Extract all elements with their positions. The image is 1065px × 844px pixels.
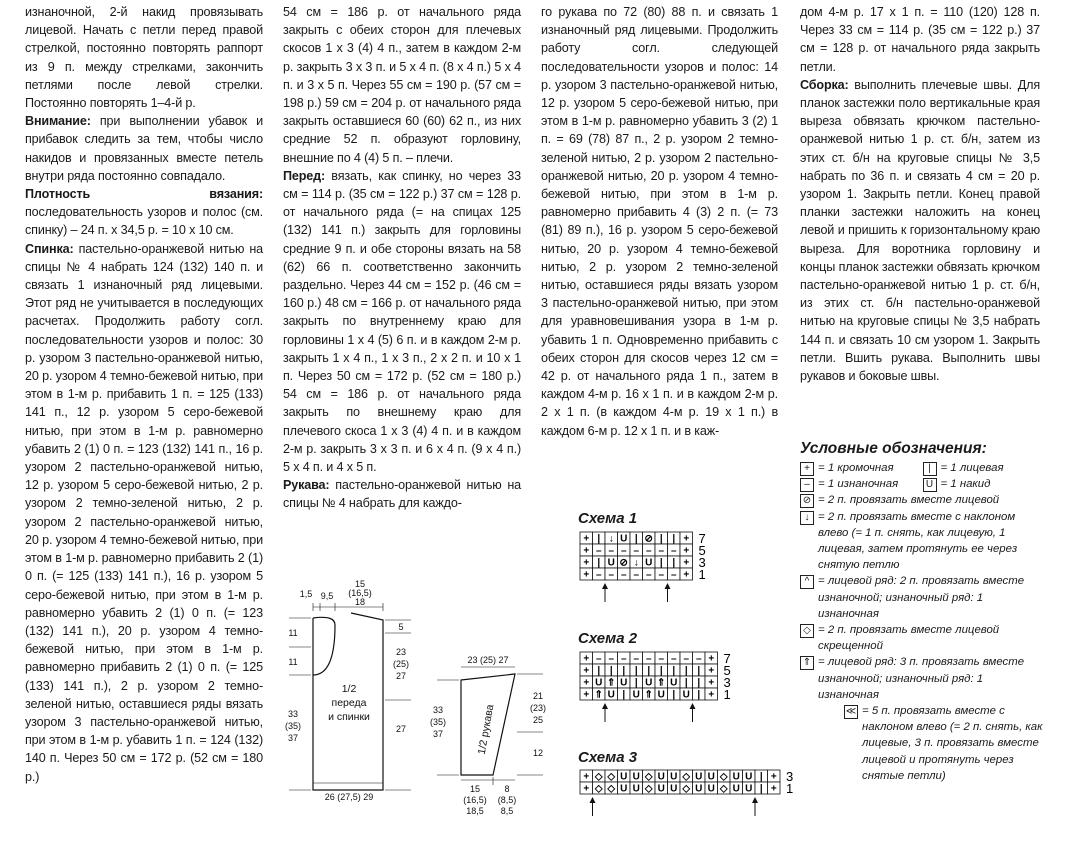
schema-symbol-icon: U: [657, 689, 665, 701]
legend-item: [800, 476, 1045, 492]
schema-symbol-icon: |: [697, 665, 701, 677]
schema-symbol-icon: +: [583, 771, 590, 783]
schema-symbol-icon: –: [620, 653, 627, 665]
schema-symbol-icon: |: [597, 665, 601, 677]
schema-symbol-icon: |: [672, 557, 676, 569]
schema-symbol-icon: +: [683, 557, 690, 569]
schema-symbol-icon: |: [647, 665, 651, 677]
schema-symbol-icon: |: [759, 783, 763, 795]
schema-symbol-icon: |: [672, 665, 676, 677]
paragraph-text: дом 4-м р. 17 х 1 п. = 110 (120) 128 п. Через 33 см = 114 р. (35 см = 122 р.) 37 см = 128 р. от начального ряда закрыть петли.: [800, 5, 1040, 74]
schema-symbol-icon: ⊘: [619, 557, 628, 569]
schema-symbol-icon: –: [658, 653, 665, 665]
repeat-arrowhead-icon: [602, 703, 608, 709]
text-column-4: [800, 3, 1040, 385]
schema-symbol-icon: U: [745, 783, 753, 795]
schema-symbol-icon: |: [672, 533, 676, 545]
dim-5: 5: [398, 622, 404, 632]
schema-symbol-icon: –: [608, 545, 615, 557]
schema-symbol-icon: |: [697, 689, 701, 701]
schema-symbol-icon: |: [597, 557, 601, 569]
dim-18: 18: [354, 597, 366, 607]
neckline: [313, 617, 335, 675]
schema-symbol-icon: ◇: [607, 783, 616, 795]
schema-symbol-icon: U: [632, 771, 640, 783]
schema-symbol-icon: –: [645, 653, 652, 665]
schema-symbol-icon: –: [683, 653, 690, 665]
schema-symbol-icon: –: [670, 653, 677, 665]
schema-symbol-icon: U: [670, 783, 678, 795]
paragraph-text: последовательность узоров и полос (см. спинку) – 24 п. х 34,5 р. = 10 х 10 см.: [25, 205, 263, 238]
paragraph-heading: Перед:: [283, 168, 326, 183]
schema-symbol-icon: +: [583, 653, 590, 665]
pattern-front-back: [283, 575, 423, 805]
sleeve-12: 12: [532, 748, 544, 758]
schema-symbol-icon: –: [620, 545, 627, 557]
paragraph-heading: Внимание:: [25, 114, 91, 129]
repeat-arrowhead-icon: [665, 583, 671, 589]
dim-23: 23: [395, 647, 407, 657]
dim-16-5: (16,5): [348, 588, 372, 598]
schema-symbol-icon: |: [659, 533, 663, 545]
legend-items: [800, 460, 1045, 784]
schema-symbol-icon: –: [633, 653, 640, 665]
sleeve-b185: 18,5: [466, 806, 484, 816]
schema-symbol-icon: +: [770, 783, 777, 795]
label-front: переда: [331, 697, 367, 709]
schema-symbol-icon: U: [632, 783, 640, 795]
label-half: 1/2: [341, 683, 357, 695]
text-column-3: [541, 3, 778, 440]
schema-symbol-icon: ◇: [594, 771, 603, 783]
legend-symbol-icon: ^: [800, 575, 814, 589]
schema-symbol-icon: |: [634, 677, 638, 689]
dim-11b: 11: [288, 657, 298, 667]
schema-row-number: 7: [698, 531, 706, 546]
dim-25: (25): [392, 659, 410, 669]
schema-symbol-icon: U: [620, 677, 628, 689]
schema-symbol-icon: |: [672, 689, 676, 701]
schema-symbol-icon: –: [633, 545, 640, 557]
sleeve-b15: 15: [469, 784, 481, 794]
label-back: и спинки: [328, 711, 370, 723]
legend-symbol-icon: |: [923, 462, 937, 476]
legend-text: = 1 лицевая: [940, 462, 1004, 474]
dim-9-5: 9,5: [320, 591, 334, 601]
schema-symbol-icon: ◇: [719, 771, 728, 783]
text-column-2: [283, 3, 521, 513]
schema-row-number: 5: [723, 663, 731, 678]
paragraph-text: го рукава по 72 (80) 88 п. и связать 1 изнаночный ряд лицевыми. Продолжить работу согл. следующей последовательности узоров и полос: 14 р. узором 3 пастельно-оранжевой нитью, 12 р. узором 5 серо-бежевой нитью, при этом в 1-м р. равномерно убавить 3 (2) 1 п. = 69 (78) 87 п., 2 р. узором 2 темно-зеленой нитью, 2 р. узором 2 пастельно-оранжевой нитью, 20 р. узором 4 темно-бежевой нитью, при этом в 1-м р. равномерно прибавить 4 (3) 2 п. (= 73 (81) 89 п.), 16 р. узором 5 серо-бежевой нитью, 20 р. узором 4 темно-бежевой нитью, 2 р. узором 2 темно-зеленой нитью, оставшиеся ряды вязать узором 3 пастельно-оранжевой нитью, при этом для уравновешивания узора в 1-м р. убавить 1 п. Одновременно прибавить с обеих сторон для скосов через 12 см = 42 р. от начального ряда 1 п., затем в каждом 4-м р. 16 х 1 п. и в каждом 2-м р. 2 х 1 п. (в каждом 4-м р. 19 х 1 п.) в каждом 6-м р. 12 х 1 п. и в каж-: [541, 5, 778, 438]
schema-symbol-icon: |: [684, 677, 688, 689]
schema-symbol-icon: –: [658, 545, 665, 557]
sleeve-23: (23): [529, 703, 547, 713]
sleeve-b85: (8,5): [497, 795, 517, 805]
sleeve-b85b: 8,5: [500, 806, 514, 816]
schema-symbol-icon: ⇑: [644, 689, 653, 701]
schema-symbol-icon: +: [583, 665, 590, 677]
schema-symbol-icon: |: [634, 533, 638, 545]
schema-symbol-icon: ◇: [607, 771, 616, 783]
dim-37: 37: [287, 733, 299, 743]
legend-symbol-icon: –: [800, 478, 814, 492]
schema-2-title: Схема 2: [578, 630, 638, 647]
schema-symbol-icon: U: [732, 783, 740, 795]
schema-symbol-icon: –: [595, 545, 602, 557]
schema-row-number: 1: [723, 687, 731, 702]
dim-bottom: 26 (27,5) 29: [324, 792, 374, 802]
repeat-arrowhead-icon: [602, 583, 608, 589]
schema-symbol-icon: +: [708, 665, 715, 677]
paragraph-heading: Сборка:: [800, 77, 849, 92]
paragraph: [25, 112, 263, 185]
legend-item: [800, 573, 1045, 622]
paragraph: [25, 185, 263, 240]
legend-item: [800, 492, 1045, 508]
legend-text: = лицевой ряд: 3 п. провязать вместе изнаночной; изнаночный ряд: 1 изнаночная: [818, 656, 1025, 701]
legend-text: = 2 п. провязать вместе лицевой: [818, 494, 1000, 507]
schema-symbol-icon: |: [622, 689, 626, 701]
schema-symbol-icon: ↓: [633, 557, 639, 569]
legend-symbol-icon: ≪: [845, 706, 857, 718]
schema-symbol-icon: U: [745, 771, 753, 783]
schema-symbol-icon: –: [645, 569, 652, 581]
paragraph: [283, 476, 521, 512]
schema-symbol-icon: U: [607, 557, 615, 569]
schema-1-grid: [578, 530, 738, 620]
dim-1-5: 1,5: [299, 589, 313, 599]
schema-row-number: 5: [698, 543, 706, 558]
paragraph: [800, 76, 1040, 385]
schema-symbol-icon: U: [632, 689, 640, 701]
schema-symbol-icon: U: [670, 771, 678, 783]
paragraph: [25, 3, 263, 112]
schema-symbol-icon: |: [609, 665, 613, 677]
schema-symbol-icon: +: [583, 689, 590, 701]
schema-symbol-icon: |: [697, 677, 701, 689]
paragraph-text: вязать, как спинку, но через 33 см = 114 р. (35 см = 122 р.) 37 см = 128 р. от начального ряда (= на спицах 125 (132) 141 п.) закрыть для горловины средние 9 п. и обе стороны вязать на 58 (62) 66 п. соответственно закончить раздельно. Через 44 см = 152 р. (46 см = 160 р.) 48 см = 166 р. от начального ряда закрыть по внутреннему краю для горловины 1 х 4 (5) 6 п. и в каждом 2-м р. закрыть 1 х 4 п., 1 х 3 п., 2 х 2 п. и 10 х 1 п. Через 50 см = 172 р. (52 см = 180 р.) 54 см = 186 р. от начального ряда закрыть по внешнему краю для плечевого скоса 1 х 3 (4) 4 п. и в каждом 2-м р. закрыть 3 х 3 п. и 6 х 4 п. (9 х 4 п.) 5 х 4 п. и 4 х 5 п.: [283, 168, 521, 475]
schema-symbol-icon: –: [595, 569, 602, 581]
legend-text: = 1 изнаночная: [818, 478, 899, 491]
legend-item: [800, 622, 1045, 654]
schema-symbol-icon: +: [683, 545, 690, 557]
dim-11a: 11: [288, 628, 298, 638]
legend-symbol-icon: +: [800, 462, 814, 476]
paragraph-heading: Спинка:: [25, 241, 74, 256]
schema-symbol-icon: –: [670, 569, 677, 581]
schema-symbol-icon: U: [695, 771, 703, 783]
schema-row-number: 3: [723, 675, 731, 690]
repeat-arrowhead-icon: [690, 703, 696, 709]
schema-symbol-icon: ⇑: [657, 677, 666, 689]
schema-symbol-icon: +: [583, 569, 590, 581]
schema-symbol-icon: +: [708, 677, 715, 689]
sleeve-top: 23 (25) 27: [467, 655, 509, 665]
text-column-1: [25, 3, 263, 786]
schema-row-number: 1: [786, 781, 794, 796]
legend: [800, 430, 1045, 784]
paragraph-text: пастельно-оранжевой нитью на спицы № 4 набрать 124 (132) 140 п. и связать 1 изнаночный ряд лицевыми. Этот ряд не учитывается в последующих расчетах. Продолжить работу согл. последовательности узоров и полос: 30 р. узором 3 пастельно-оранжевой нитью, 20 р. узором 4 темно-бежевой нитью, при этом в 1-м р. прибавить 1 п. = 125 (133) 141 п., 12 р. узором 5 серо-бежевой нитью, при этом в 1-м р. равномерно убавить 2 (1) 0 п. = 123 (132) 141 п., 16 р. узором 2 пастельно-оранжевой нитью, 12 р. узором 5 серо-бежевой нитью, 2 р. узором 2 темно-зеленой нитью, 2 р. узором 2 пастельно-оранжевой нитью, 20 р. узором 4 темно-бежевой нитью, при этом в 1-м р. равномерно прибавить 2 (1) 0 п. (= 125 (133) 141 п.), 16 р. узором 5 серо-бежевой нитью, при этом в 1-м р. равномерно убавить 2 (1) 0 п. (= 123 (132) 141 п.), 20 р. узором 4 темно-бежевой нитью, при этом в 1-м р. равномерно прибавить 2 (1) 0 п. (= 125 (133) 141 п.), 2 р. узором 2 темно-зеленой нитью, оставшиеся ряды вязать узором 3 пастельно-оранжевой нитью, при этом в 1-м р. убавить 1 п. = 124 (132) 140 п. Через 50 см = 172 р. (52 см = 180 р.): [25, 241, 263, 784]
schema-symbol-icon: +: [583, 783, 590, 795]
legend-item: [800, 460, 1045, 476]
schema-symbol-icon: –: [633, 569, 640, 581]
legend-text: = 1 кромочная: [818, 462, 894, 474]
legend-item: [844, 703, 1045, 784]
schema-symbol-icon: +: [683, 569, 690, 581]
legend-symbol-icon: ◇: [800, 624, 814, 638]
sleeve-21: 21: [532, 691, 544, 701]
schema-row-number: 3: [698, 555, 706, 570]
legend-title: Условные обозначения:: [800, 440, 987, 457]
schema-symbol-icon: U: [620, 771, 628, 783]
schema-symbol-icon: |: [622, 665, 626, 677]
sleeve-35: (35): [429, 717, 447, 727]
schema-symbol-icon: –: [695, 653, 702, 665]
schema-symbol-icon: ◇: [719, 783, 728, 795]
schema-3-title: Схема 3: [578, 749, 638, 766]
paragraph-text: изнаночной, 2-й накид провязывать лицевой. Начать с петли перед правой стрелкой, постоянно повторять раппорт из 9 п. между стрелками, закончить петлями после левой стрелки. Постоянно повторять 1–4-й р.: [25, 5, 263, 111]
sleeve-33: 33: [432, 705, 444, 715]
schema-symbol-icon: |: [597, 533, 601, 545]
dim-27: 27: [395, 671, 407, 681]
schema-symbol-icon: +: [708, 689, 715, 701]
schema-symbol-icon: –: [670, 545, 677, 557]
legend-item: [800, 509, 1045, 574]
schema-symbol-icon: –: [595, 653, 602, 665]
dim-27b: 27: [395, 724, 407, 734]
schema-symbol-icon: –: [608, 653, 615, 665]
schema-row-number: 1: [698, 567, 706, 582]
schema-symbol-icon: U: [657, 783, 665, 795]
schema-symbol-icon: ⇑: [607, 677, 616, 689]
schema-symbol-icon: –: [645, 545, 652, 557]
schema-symbol-icon: ◇: [644, 771, 653, 783]
paragraph-text: при выполнении убавок и прибавок следить за тем, чтобы число накидов и провязанных вместе петель внутри ряда постоянно совпадало.: [25, 114, 263, 183]
schema-symbol-icon: +: [708, 653, 715, 665]
schema-2-grid: [578, 650, 758, 740]
schema-symbol-icon: |: [684, 665, 688, 677]
paragraph-text: пастельно-оранжевой нитью на спицы № 4 набрать для каждо-: [283, 478, 521, 511]
dim-15: 15: [354, 579, 366, 589]
legend-text: = 2 п. провязать вместе с наклоном влево (= 1 п. снять, как лицевую, 1 лицевая, затем протянуть ее через снятую петлю: [818, 510, 1018, 572]
legend-symbol-icon: ⊘: [800, 494, 814, 508]
schema-symbol-icon: U: [620, 533, 628, 545]
schema-symbol-icon: –: [620, 569, 627, 581]
legend-text: = 5 п. провязать вместе с наклоном влево (= 2 п. снять, как лицевые, 3 п. провязать вместе лицевой и протянуть через снятые петли): [862, 705, 1043, 782]
schema-symbol-icon: ◇: [682, 771, 691, 783]
sleeve-25: 25: [532, 715, 544, 725]
paragraph-text: 54 см = 186 р. от начального ряда закрыть с обеих сторон для плечевых скосов 1 х 3 (4) 4 п., затем в каждом 2-м р. закрыть 3 х 3 п. и 5 х 4 п. (8 х 4 п.) 5 х 4 п. и 3 х 5 п. Через 55 см = 190 р. (57 см = 198 р.) 59 см = 204 р. от начального ряда закрыть оставшиеся 60 (60) 62 п., из них средние 52 п. образуют горловину, внешние по 4 (4) 5 п. – плечи.: [283, 5, 521, 165]
schema-symbol-icon: |: [659, 665, 663, 677]
repeat-arrowhead-icon: [752, 797, 758, 803]
paragraph-heading: Рукава:: [283, 478, 330, 493]
dim-35: (35): [284, 721, 302, 731]
schema-symbol-icon: +: [770, 771, 777, 783]
schema-symbol-icon: U: [707, 783, 715, 795]
schema-1-title: Схема 1: [578, 510, 638, 527]
schema-row-number: 7: [723, 651, 731, 666]
paragraph: [541, 3, 778, 440]
schema-symbol-icon: |: [659, 557, 663, 569]
schema-symbol-icon: U: [707, 771, 715, 783]
schema-symbol-icon: +: [583, 557, 590, 569]
legend-symbol-icon: ↓: [800, 511, 814, 525]
legend-symbol-icon: ⇑: [800, 656, 814, 670]
schema-symbol-icon: ↓: [608, 533, 614, 545]
sleeve-label: 1/2 рукава: [475, 703, 497, 756]
schema-symbol-icon: U: [670, 677, 678, 689]
schema-symbol-icon: –: [658, 569, 665, 581]
legend-text: = лицевой ряд: 2 п. провязать вместе изнаночной; изнаночный ряд: 1 изнаночная: [818, 575, 1025, 620]
paragraph: [25, 240, 263, 786]
schema-3-grid: [578, 768, 838, 838]
schema-symbol-icon: –: [608, 569, 615, 581]
paragraph: [283, 3, 521, 167]
schema-symbol-icon: |: [759, 771, 763, 783]
pattern-sleeve: [423, 645, 553, 820]
schema-symbol-icon: U: [595, 677, 603, 689]
schema-symbol-icon: ◇: [594, 783, 603, 795]
schema-symbol-icon: ◇: [682, 783, 691, 795]
repeat-arrowhead-icon: [590, 797, 596, 803]
legend-item: [800, 654, 1045, 703]
legend-text: = 1 накид: [940, 478, 991, 491]
schema-symbol-icon: U: [682, 689, 690, 701]
schema-symbol-icon: U: [645, 677, 653, 689]
schema-symbol-icon: U: [695, 783, 703, 795]
schema-symbol-icon: ⇑: [594, 689, 603, 701]
sleeve-b165: (16,5): [463, 795, 487, 805]
schema-symbol-icon: ⊘: [644, 533, 653, 545]
schema-symbol-icon: ◇: [644, 783, 653, 795]
schema-symbol-icon: U: [657, 771, 665, 783]
schema-symbol-icon: +: [583, 677, 590, 689]
schema-symbol-icon: U: [645, 557, 653, 569]
paragraph: [800, 3, 1040, 76]
paragraph-text: выполнить плечевые швы. Для планок застежки поло вертикальные края выреза обвязать крючком пастельно-оранжевой нитью 1 р. ст. б/н, затем из этих ст. б/н на круговые спицы № 3,5 набрать по 36 п. и связать 4 см = 20 р. узором 1. Закрыть петли. Конец правой планки застежки наложить на конец левой и пришить к горизонтальному краю выреза. Для воротника горловину и концы планок застежки обвязать крючком пастельно-оранжевой нитью 1 р. ст. б/н, из этих ст. б/н пастельно-оранжевой нитью на круговые спицы № 3,5 набрать 144 п. и связать 10 см узором 1. Закрыть петли. Вшить рукава. Выполнить швы рукавов и боковые швы.: [800, 77, 1040, 384]
schema-symbol-icon: U: [607, 689, 615, 701]
schema-symbol-icon: +: [583, 545, 590, 557]
schema-symbol-icon: +: [683, 533, 690, 545]
schema-symbol-icon: U: [732, 771, 740, 783]
schema-symbol-icon: |: [634, 665, 638, 677]
sleeve-b8: 8: [504, 784, 510, 794]
legend-symbol-icon: U: [923, 478, 937, 492]
dim-33: 33: [287, 709, 299, 719]
schema-symbol-icon: U: [620, 783, 628, 795]
sleeve-37: 37: [432, 729, 444, 739]
paragraph-heading: Плотность вязания:: [25, 187, 263, 202]
legend-text: = 2 п. провязать вместе лицевой скрещенной: [818, 624, 1000, 653]
schema-row-number: 3: [786, 769, 794, 784]
schema-symbol-icon: +: [583, 533, 590, 545]
paragraph: [283, 167, 521, 476]
